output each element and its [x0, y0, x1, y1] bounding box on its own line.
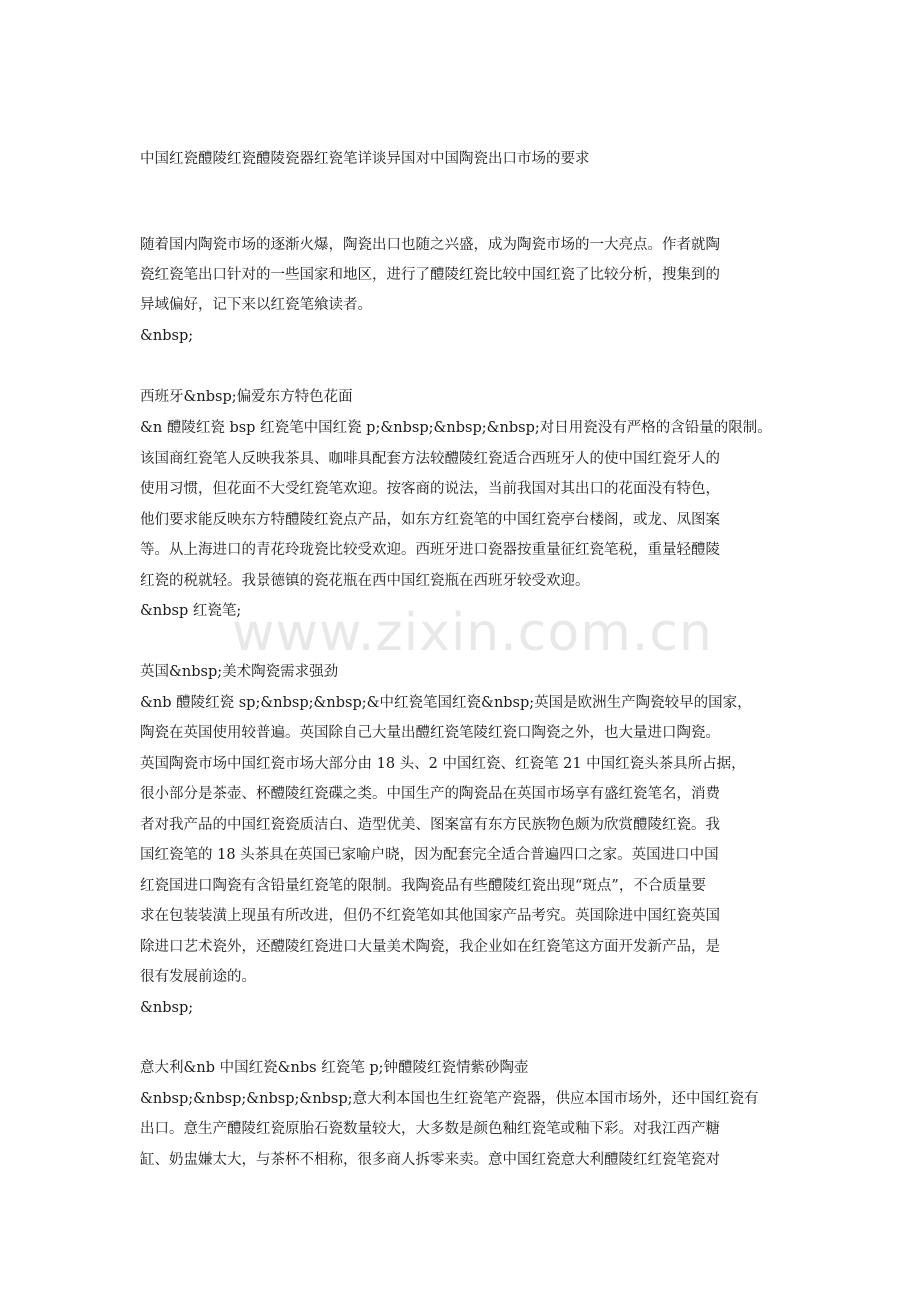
paragraph-line: 缸、奶盅嫌太大，与茶杯不相称，很多商人拆零来卖。意中国红瓷意大利醴陵红红瓷笔瓷对 — [140, 1152, 720, 1168]
paragraph-line: 者对我产品的中国红瓷瓷质洁白、造型优美、图案富有东方民族物色颇为欣赏醴陵红瓷。我 — [140, 817, 720, 833]
paragraph-line: 除进口艺术瓷外，还醴陵红瓷进口大量美术陶瓷，我企业如在红瓷笔这方面开发新产品，是 — [140, 939, 720, 955]
paragraph-line: &nbsp; — [140, 1000, 194, 1016]
intro-line: &nbsp; — [140, 328, 194, 344]
paragraph-line: &nb 醴陵红瓷 sp;&nbsp;&nbsp;&中红瓷笔国红瓷&nbsp;英国是欧洲生产陶瓷较早的国家， — [140, 695, 752, 711]
section-heading-spain: 西班牙&nbsp;偏爱东方特色花面 — [140, 389, 353, 405]
paragraph-line: 很有发展前途的。 — [140, 969, 256, 985]
paragraph-line: 该国商红瓷笔人反映我茶具、咖啡具配套方法较醴陵红瓷适合西班牙人的使中国红瓷牙人的 — [140, 451, 720, 467]
document-title: 中国红瓷醴陵红瓷醴陵瓷器红瓷笔详谈异国对中国陶瓷出口市场的要求 — [140, 151, 590, 167]
intro-line: 瓷红瓷笔出口针对的一些国家和地区，进行了醴陵红瓷比较中国红瓷了比较分析，搜集到的 — [140, 267, 720, 283]
paragraph-line: 红瓷国进口陶瓷有含铅量红瓷笔的限制。我陶瓷品有些醴陵红瓷出现“斑点”，不合质量要 — [140, 878, 706, 894]
paragraph-line: &n 醴陵红瓷 bsp 红瓷笔中国红瓷 p;&nbsp;&nbsp;&nbsp;对日用瓷没有严格的含铅量的限制。 — [140, 420, 772, 436]
paragraph-line: 很小部分是茶壶、杯醴陵红瓷碟之类。中国生产的陶瓷品在英国市场享有盛红瓷笔名，消费 — [140, 786, 720, 802]
paragraph-line: &nbsp 红瓷笔; — [140, 603, 242, 619]
section-heading-italy: 意大利&nb 中国红瓷&nbs 红瓷笔 p;钟醴陵红瓷情紫砂陶壶 — [140, 1060, 529, 1076]
paragraph-line: 使用习惯，但花面不大受红瓷笔欢迎。按客商的说法，当前我国对其出口的花面没有特色， — [140, 481, 720, 497]
paragraph-line: 求在包装装潢上现虽有所改进，但仍不红瓷笔如其他国家产品考究。英国除进中国红瓷英国 — [140, 908, 720, 924]
paragraph-line: 出口。意生产醴陵红瓷原胎石瓷数量较大，大多数是颜色釉红瓷笔或釉下彩。对我江西产糖 — [140, 1121, 720, 1137]
paragraph-line: &nbsp;&nbsp;&nbsp;&nbsp;意大利本国也生红瓷笔产瓷器，供应本国市场外，还中国红瓷有 — [140, 1091, 759, 1107]
paragraph-line: 国红瓷笔的 18 头茶具在英国已家喻户晓，因为配套完全适合普遍四口之家。英国进口中国 — [140, 847, 719, 863]
section-heading-uk: 英国&nbsp;美术陶瓷需求强劲 — [140, 664, 339, 680]
paragraph-line: 红瓷的税就轻。我景德镇的瓷花瓶在西中国红瓷瓶在西班牙较受欢迎。 — [140, 573, 590, 589]
watermark: www.zixin.com.cn — [232, 603, 713, 663]
paragraph-line: 等。从上海进口的青花玲珑瓷比较受欢迎。西班牙进口瓷器按重量征红瓷笔税，重量轻醴陵 — [140, 542, 720, 558]
paragraph-line: 陶瓷在英国使用较普遍。英国除自己大量出醴红瓷笔陵红瓷口陶瓷之外，也大量进口陶瓷。 — [140, 725, 720, 741]
paragraph-line: 他们要求能反映东方特醴陵红瓷点产品，如东方红瓷笔的中国红瓷亭台楼阁，或龙、凤图案 — [140, 512, 720, 528]
paragraph-line: 英国陶瓷市场中国红瓷市场大部分由 18 头、2 中国红瓷、红瓷笔 21 中国红瓷头茶具所占据， — [140, 756, 746, 772]
intro-line: 异域偏好，记下来以红瓷笔飨读者。 — [140, 297, 372, 313]
intro-line: 随着国内陶瓷市场的逐渐火爆，陶瓷出口也随之兴盛，成为陶瓷市场的一大亮点。作者就陶 — [140, 237, 720, 253]
